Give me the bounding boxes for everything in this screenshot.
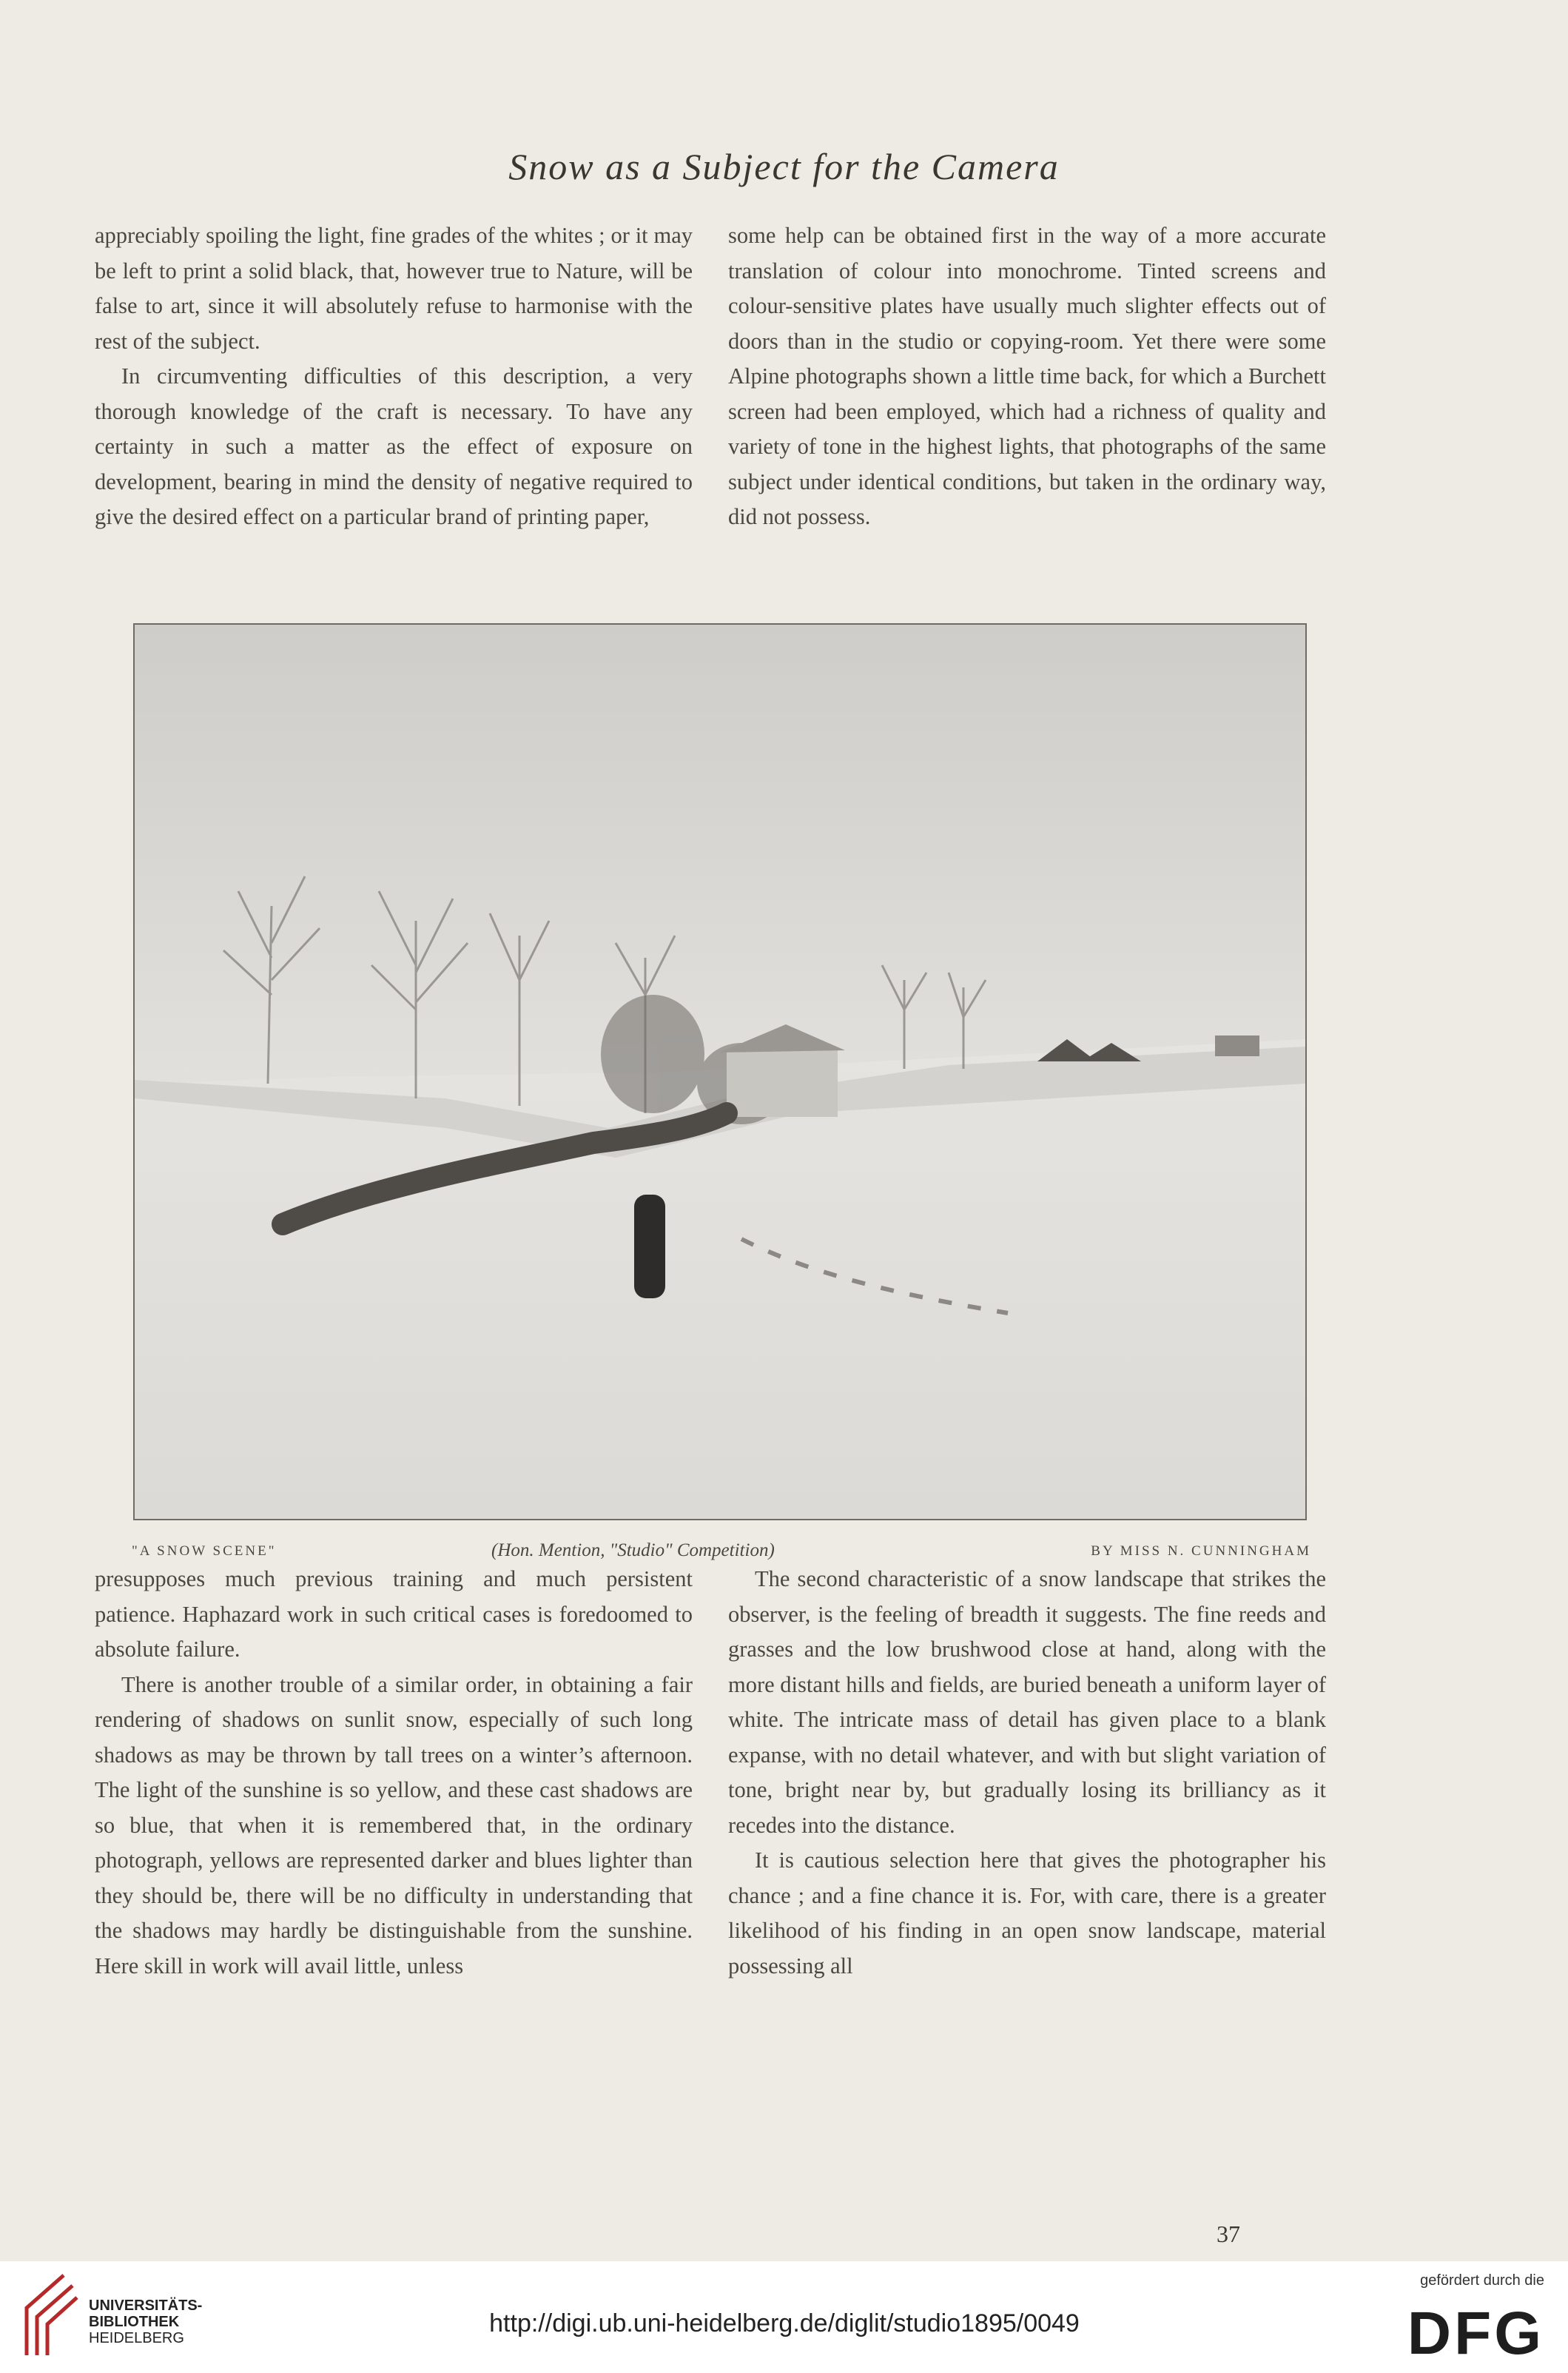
paragraph: In circumventing difficulties of this description, a very thorough knowledge of the craft is necessary. To have any certainty in such a matter as the effect of exposure on development, bearing in mind the density of negative required to give the desired effect on a particular brand of printing paper, — [95, 363, 693, 529]
university-library-logo-icon — [21, 2272, 80, 2360]
photograph-illustration — [135, 625, 1305, 1519]
dfg-logo: DFG — [1407, 2300, 1544, 2367]
library-name-line3: HEIDELBERG — [89, 2330, 184, 2346]
running-head: Snow as a Subject for the Camera — [508, 146, 1060, 187]
text-column-bottom-right — [728, 1562, 1326, 1984]
caption-mention: (Hon. Mention, "Studio" Competition) — [491, 1540, 775, 1560]
snow-scene-photograph — [133, 623, 1307, 1520]
caption-credit: BY MISS N. CUNNINGHAM — [1091, 1543, 1311, 1559]
funding-note: gefördert durch die — [1420, 2272, 1544, 2289]
library-name-line1: UNIVERSITÄTS- — [89, 2298, 203, 2314]
caption-title: "A SNOW SCENE" — [132, 1543, 277, 1559]
library-name-line2: BIBLIOTHEK — [89, 2314, 180, 2330]
paragraph: There is another trouble of a similar order, in obtaining a fair rendering of shadows on sunlit snow, especially of such long shadows as may be thrown by tall trees on a winter’s afternoon. The light of the sunshine is so yellow, and these cast shadows are so blue, that when it is remembered that, in the ordinary photograph, yellows are represented darker and blues lighter than they should be, there will be no difficulty in understanding that the shadows may hardly be distinguishable from the sunshine. Here skill in work will avail little, unless — [95, 1671, 693, 1978]
permalink-url[interactable]: http://digi.ub.uni-heidelberg.de/diglit/studio1895/0049 — [489, 2309, 1080, 2337]
paragraph: appreciably spoiling the light, fine grades of the whites ; or it may be left to print a solid black, that, however true to Nature, will be false to art, since it will absolutely refuse to harmonise with the rest of the subject. — [95, 223, 693, 354]
paragraph: presupposes much previous training and much persistent patience. Haphazard work in such critical cases is foredoomed to absolute failure. — [95, 1566, 693, 1662]
text-column-top-right — [728, 218, 1326, 535]
paragraph: some help can be obtained first in the way of a more accurate translation of colour into monochrome. Tinted screens and colour-sensitive plates have usually much slighter effects out of doors than in the studio or copying-room. Yet there were some Alpine photographs shown a little time back, for which a Burchett screen had been employed, which had a richness of quality and variety of tone in the highest lights, that photographs of the same subject under identical conditions, but taken in the ordinary way, did not possess. — [728, 223, 1326, 529]
paragraph: It is cautious selection here that gives the photographer his chance ; and a fine chance it is. For, with care, there is a greater likelihood of his finding in an open snow landscape, material possessing all — [728, 1847, 1326, 1978]
paragraph: The second characteristic of a snow landscape that strikes the observer, is the feeling of breadth it suggests. The fine reeds and grasses and the low brushwood close at hand, along with the more distant hills and fields, are buried beneath a uniform layer of white. The intricate mass of detail has given place to a blank expanse, with no detail whatever, and with but slight variation of tone, bright near by, but gradually losing its brilliancy as it recedes into the distance. — [728, 1566, 1326, 1838]
text-column-top-left — [95, 218, 693, 535]
library-name — [89, 2298, 202, 2346]
page-number: 37 — [1217, 2221, 1240, 2247]
text-column-bottom-left — [95, 1562, 693, 1984]
